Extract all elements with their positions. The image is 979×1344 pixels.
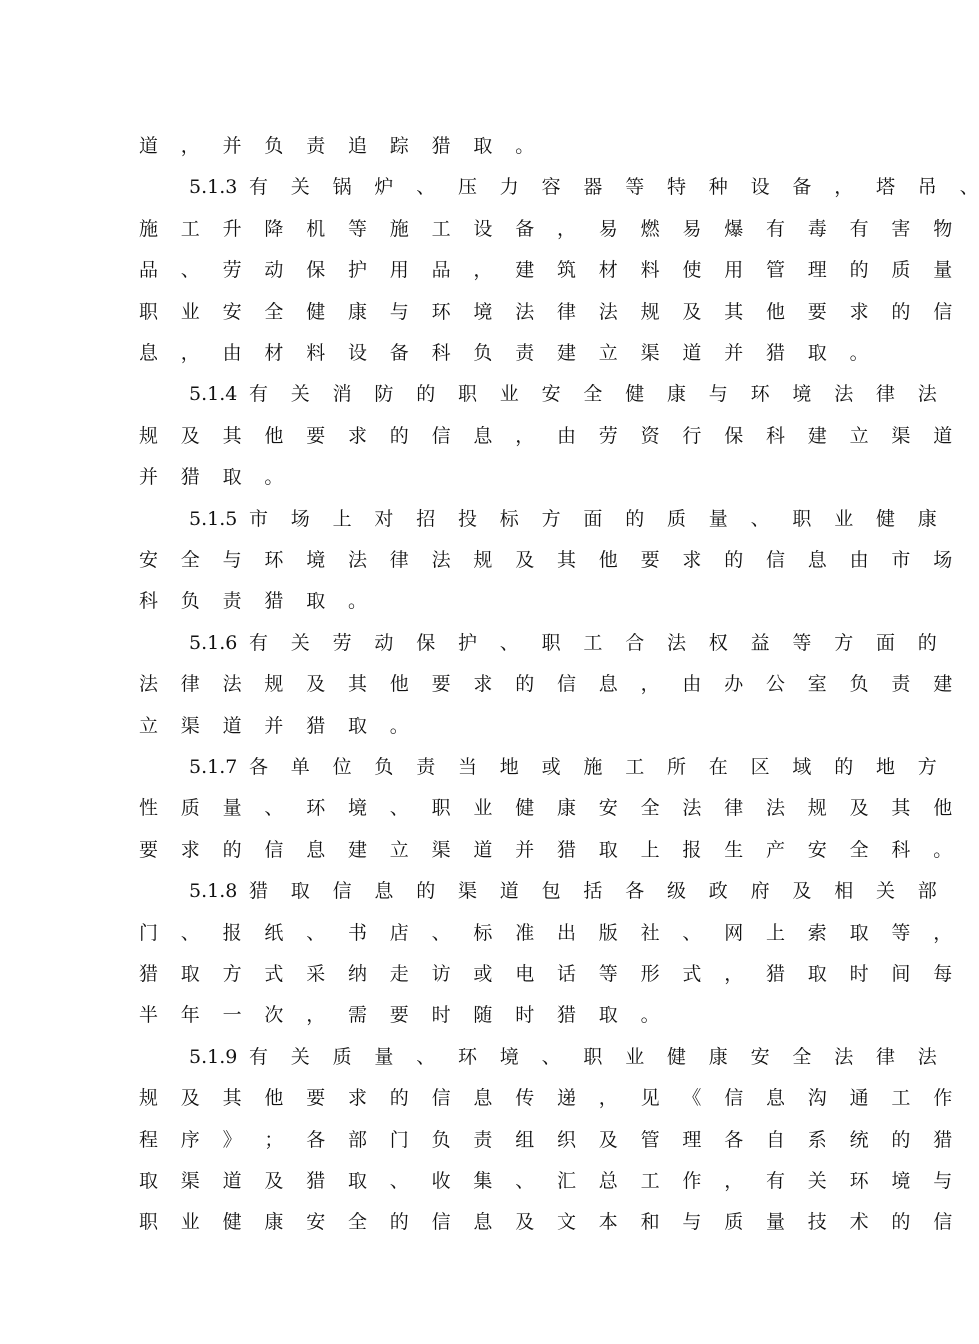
line: 5.1.7 各 单 位 负 责 当 地 或 施 工 所 在 区 域 的 地 方 xyxy=(189,756,937,778)
line: 5.1.8 猎 取 信 息 的 渠 道 包 括 各 级 政 府 及 相 关 部 xyxy=(189,880,937,903)
line: 要 求 的 信 息 建 立 渠 道 并 猎 取 上 报 生 产 安 全 科 。 xyxy=(139,838,953,861)
line: 职 业 安 全 健 康 与 环 境 法 律 法 规 及 其 他 要 求 的 信 xyxy=(139,300,953,323)
line: 5.1.6 有 关 劳 动 保 护 、 职 工 合 法 权 益 等 方 面 的 xyxy=(189,631,937,654)
line: 法 律 法 规 及 其 他 要 求 的 信 息 ， 由 办 公 室 负 责 建 xyxy=(139,673,953,696)
line: 并 猎 取 。 xyxy=(139,466,284,489)
line: 5.1.4 有 关 消 防 的 职 业 安 全 健 康 与 环 境 法 律 法 xyxy=(189,383,937,406)
line: 猎 取 方 式 采 纳 走 访 或 电 话 等 形 式 ， 猎 取 时 间 每 xyxy=(139,963,953,985)
line: 程 序 》 ； 各 部 门 负 责 组 织 及 管 理 各 自 系 统 的 猎 xyxy=(139,1128,953,1151)
line: 取 渠 道 及 猎 取 、 收 集 、 汇 总 工 作 ， 有 关 环 境 与 xyxy=(139,1170,953,1192)
line: 施 工 升 降 机 等 施 工 设 备 ， 易 燃 易 爆 有 毒 有 害 物 xyxy=(139,217,953,240)
line: 息 ， 由 材 料 设 备 科 负 责 建 立 渠 道 并 猎 取 。 xyxy=(139,342,869,364)
line: 规 及 其 他 要 求 的 信 息 ， 由 劳 资 行 保 科 建 立 渠 道 xyxy=(139,424,953,447)
line: 5.1.9 有 关 质 量 、 环 境 、 职 业 健 康 安 全 法 律 法 xyxy=(189,1045,937,1068)
line: 安 全 与 环 境 法 律 法 规 及 其 他 要 求 的 信 息 由 市 场 xyxy=(139,549,953,571)
line: 职 业 健 康 安 全 的 信 息 及 文 本 和 与 质 量 技 术 的 信 xyxy=(139,1211,953,1234)
line: 道 ， 并 负 责 追 踪 猎 取 。 xyxy=(139,135,535,157)
line: 科 负 责 猎 取 。 xyxy=(139,590,368,613)
line: 规 及 其 他 要 求 的 信 息 传 递 ， 见 《 信 息 沟 通 工 作 xyxy=(139,1087,953,1110)
line: 性 质 量 、 环 境 、 职 业 健 康 安 全 法 律 法 规 及 其 他 xyxy=(139,797,953,820)
line: 5.1.3 有 关 锅 炉 、 压 力 容 器 等 特 种 设 备 ， 塔 吊 、 xyxy=(189,176,979,199)
line: 品 、 劳 动 保 护 用 品 ， 建 筑 材 料 使 用 管 理 的 质 量 xyxy=(139,259,953,282)
line: 半 年 一 次 ， 需 要 时 随 时 猎 取 。 xyxy=(139,1004,660,1027)
line: 5.1.5 市 场 上 对 招 投 标 方 面 的 质 量 、 职 业 健 康 xyxy=(189,507,937,530)
line: 门 、 报 纸 、 书 店 、 标 准 出 版 社 、 网 上 索 取 等 ， xyxy=(139,921,953,944)
line: 立 渠 道 并 猎 取 。 xyxy=(139,714,409,737)
